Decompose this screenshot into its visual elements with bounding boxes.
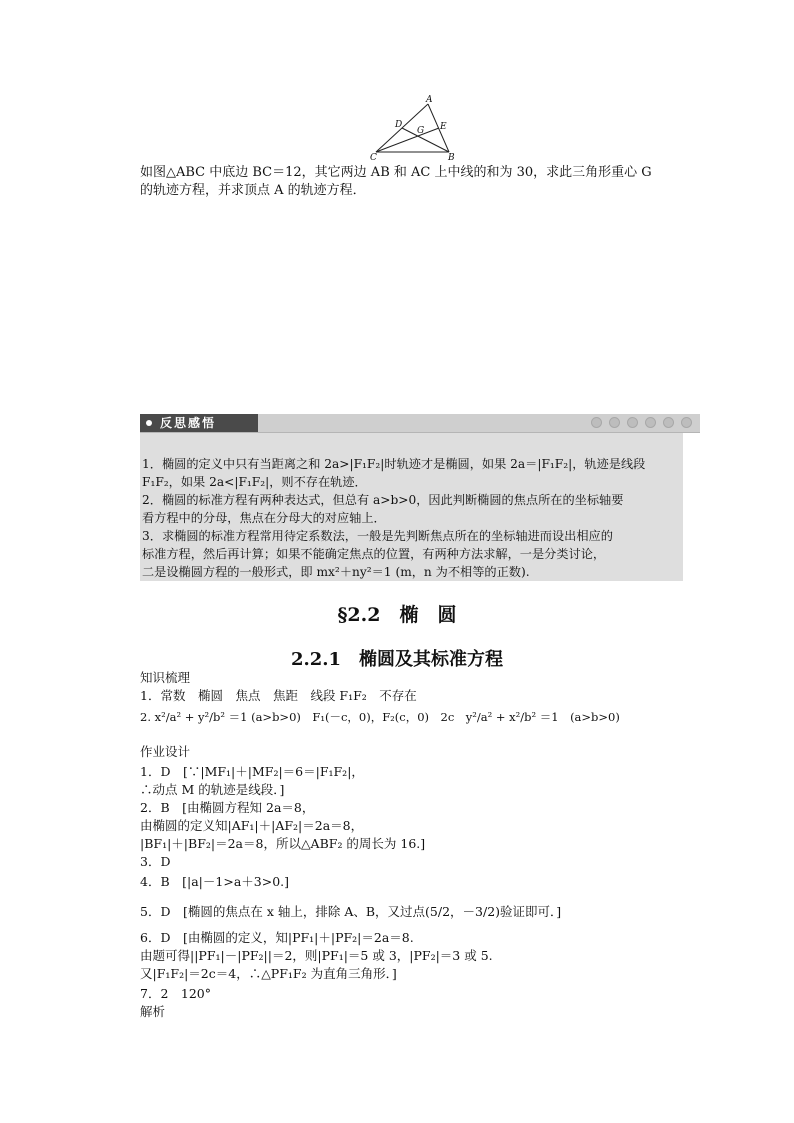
answer-line-3: 2. x²/a² + y²/b² ＝1 (a>b>0) F₁(－c，0)，F₂(c，0) 2c y²/a² + x²/b² ＝1 (a>b>0) (140, 710, 620, 724)
answer-line-9: |BF₁|＋|BF₂|＝2a＝8，所以△ABF₂ 的周长为 16.] (140, 836, 426, 851)
label-c: C (370, 153, 377, 162)
answer-line-16: 7．2 120° (140, 986, 212, 1001)
label-d: D (395, 120, 403, 130)
section-title: §2.2 椭 圆 (337, 604, 457, 626)
decorative-circles (591, 417, 692, 428)
answer-heading-homework: 作业设计 (140, 744, 191, 759)
answer-line-2: 1．常数 椭圆 焦点 焦距 线段 F₁F₂ 不存在 (140, 688, 417, 703)
bullet-icon (146, 420, 152, 426)
label-a: A (426, 95, 433, 105)
banner-title: 反思感悟 (160, 416, 217, 430)
reflection-banner (140, 414, 700, 433)
reflect-line-6: 标准方程，然后再计算；如果不能确定焦点的位置，有两种方法求解，一是分类讨论， (142, 547, 606, 561)
answer-line-11: 4．B [|a|－1>a＋3>0.] (140, 874, 289, 889)
reflect-line-5: 3．求椭圆的标准方程常用待定系数法，一般是先判断焦点所在的坐标轴进而设出相应的 (142, 529, 613, 543)
reflect-line-2: F₁F₂，如果 2a<|F₁F₂|，则不存在轨迹． (142, 475, 367, 489)
answer-line-13: 6．D [由椭圆的定义，知|PF₁|＋|PF₂|＝2a＝8. (140, 930, 414, 945)
reflect-line-7: 二是设椭圆方程的一般形式，即 mx²＋ny²＝1 (m，n 为不相等的正数). (142, 565, 530, 579)
circle-icon (663, 417, 674, 428)
answer-line-10: 3．D (140, 854, 171, 869)
circle-icon (591, 417, 602, 428)
label-e: E (440, 122, 447, 132)
problem-line-1: 如图△ABC 中底边 BC＝12，其它两边 AB 和 AC 上中线的和为 30，求此三角形重心 G (140, 165, 652, 180)
reflection-box (140, 433, 683, 581)
answer-line-15: 又|F₁F₂|＝2c＝4，∴△PF₁F₂ 为直角三角形．] (140, 966, 397, 981)
label-g: G (417, 126, 425, 136)
reflect-line-3: 2．椭圆的标准方程有两种表达式，但总有 a>b>0，因此判断椭圆的焦点所在的坐标轴要 (142, 493, 624, 507)
circle-icon (645, 417, 656, 428)
answer-line-17: 解析 (140, 1004, 166, 1019)
reflect-line-4: 看方程中的分母，焦点在分母大的对应轴上． (142, 511, 386, 525)
banner-tab (140, 414, 258, 432)
triangle-diagram (362, 92, 462, 162)
circle-icon (681, 417, 692, 428)
answer-line-12: 5．D [椭圆的焦点在 x 轴上，排除 A、B，又过点(5/2，－3/2)验证即可．] (140, 904, 562, 919)
answer-heading-knowledge: 知识梳理 (140, 670, 191, 685)
section-subtitle: 2.2.1 椭圆及其标准方程 (290, 649, 504, 670)
reflect-line-1: 1．椭圆的定义中只有当距离之和 2a>|F₁F₂|时轨迹才是椭圆，如果 2a＝|F₁F₂|，轨迹是线段 (142, 457, 646, 471)
answer-line-14: 由题可得||PF₁|－|PF₂||＝2，则|PF₁|＝5 或 3，|PF₂|＝3 或 5. (140, 948, 493, 963)
circle-icon (609, 417, 620, 428)
problem-line-2: 的轨迹方程，并求顶点 A 的轨迹方程． (140, 183, 366, 198)
label-b: B (448, 153, 455, 162)
answer-line-8: 由椭圆的定义知|AF₁|＋|AF₂|＝2a＝8， (140, 818, 364, 833)
answer-line-7: 2．B [由椭圆方程知 2a＝8， (140, 800, 315, 815)
answer-line-6: ∴动点 M 的轨迹是线段．] (140, 782, 285, 797)
circle-icon (627, 417, 638, 428)
answer-line-5: 1．D [∵|MF₁|＋|MF₂|＝6＝|F₁F₂|， (140, 764, 364, 779)
